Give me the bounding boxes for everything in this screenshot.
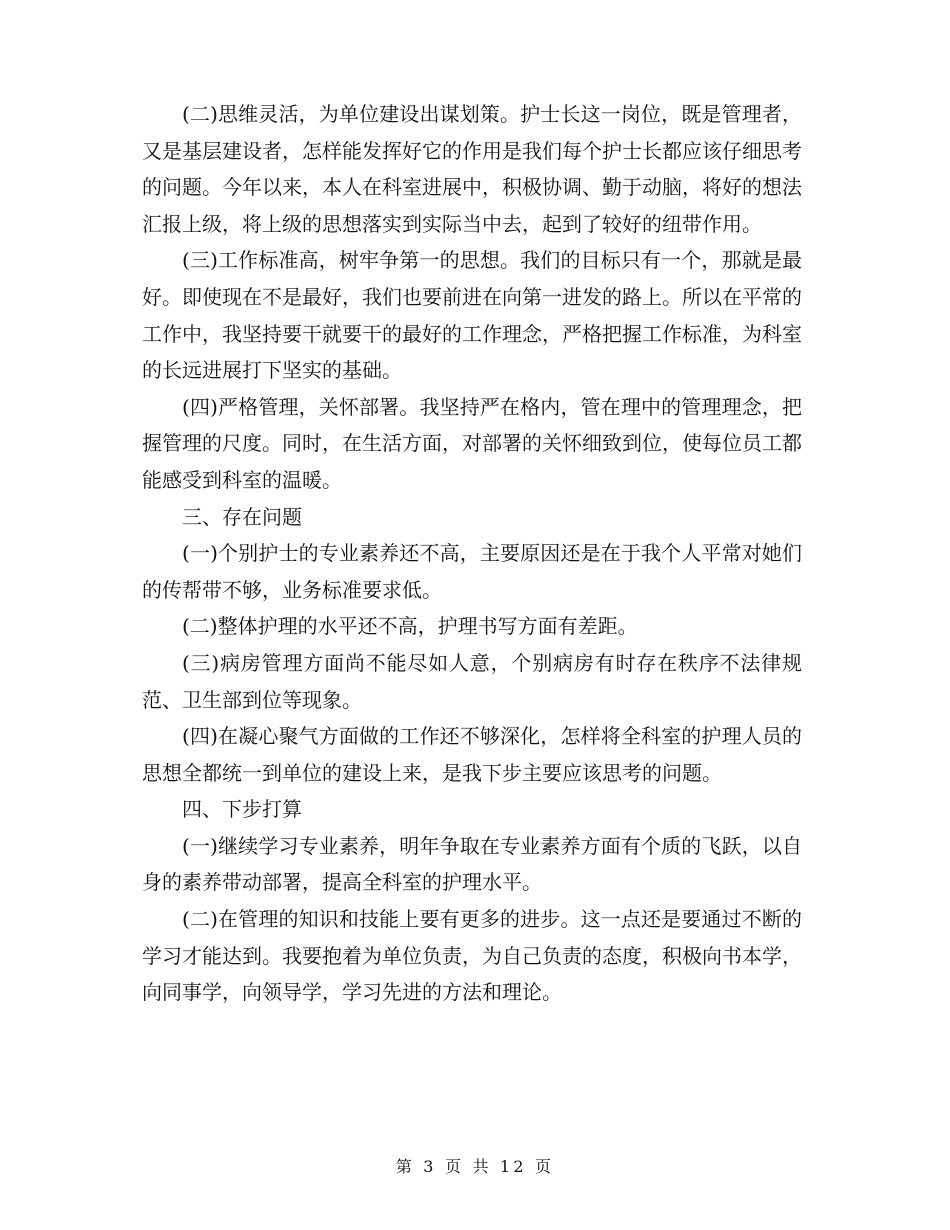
paragraph-thinking-flexible: (二)思维灵活，为单位建设出谋划策。护士长这一岗位，既是管理者，又是基层建设者，怎样能发挥好它的作用是我们每个护士长都应该仔细思考的问题。今年以来，本人在科室进展中，积极协调、勤于动脑，将好的想法汇报上级，将上级的思想落实到实际当中去，起到了较好的纽带作用。	[142, 102, 802, 236]
document-body	[142, 96, 802, 1011]
section-heading-next-steps: 四、下步打算	[182, 797, 302, 822]
page-number-footer: 第 3 页 共 12 页	[395, 1157, 555, 1176]
paragraph-problem-4: (四)在凝心聚气方面做的工作还不够深化，怎样将全科室的护理人员的思想全都统一到单位的建设上来，是我下步主要应该思考的问题。	[142, 724, 802, 785]
paragraph-plan-2: (二)在管理的知识和技能上要有更多的进步。这一点还是要通过不断的学习才能达到。我要抱着为单位负责，为自己负责的态度，积极向书本学，向同事学，向领导学，学习先进的方法和理论。	[142, 907, 802, 1005]
paragraph-plan-1: (一)继续学习专业素养，明年争取在专业素养方面有个质的飞跃，以自身的素养带动部署，提高全科室的护理水平。	[142, 833, 802, 895]
paragraph-high-standards: (三)工作标准高，树牢争第一的思想。我们的目标只有一个，那就是最好。即使现在不是最好，我们也要前进在向第一进发的路上。所以在平常的工作中，我坚持要干就要干的最好的工作理念，严格把握工作标准，为科室的长远进展打下坚实的基础。	[142, 248, 802, 383]
paragraph-problem-3: (三)病房管理方面尚不能尽如人意，个别病房有时存在秩序不法律规范、卫生部到位等现象。	[142, 650, 802, 712]
paragraph-strict-management: (四)严格管理，关怀部署。我坚持严在格内，管在理中的管理理念，把握管理的尺度。同时，在生活方面，对部署的关怀细致到位，使每位员工都能感受到科室的温暖。	[142, 394, 802, 492]
paragraph-problem-1: (一)个别护士的专业素养还不高，主要原因还是在于我个人平常对她们的传帮带不够，业务标准要求低。	[142, 541, 802, 602]
section-heading-problems: 三、存在问题	[182, 504, 302, 529]
paragraph-problem-2: (二)整体护理的水平还不高，护理书写方面有差距。	[182, 614, 638, 639]
